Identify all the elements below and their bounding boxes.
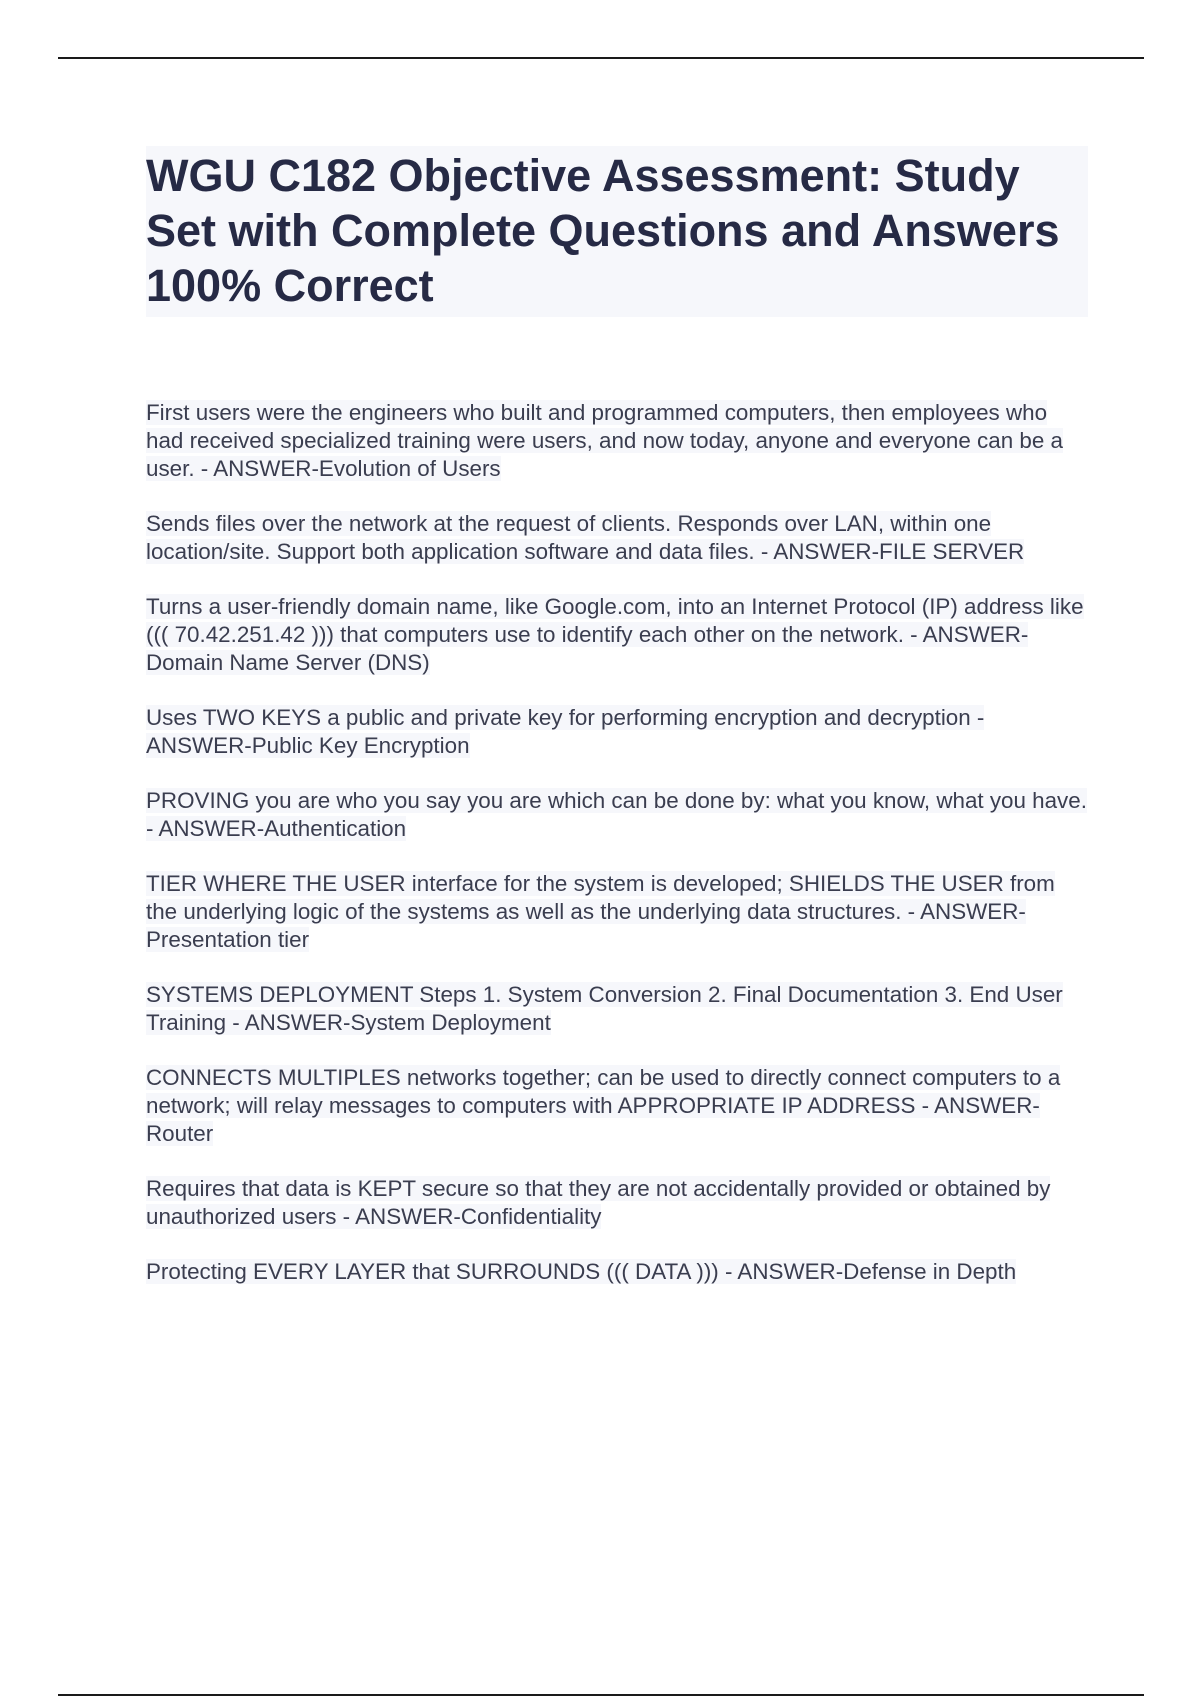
qa-item [146,1258,1088,1286]
document-title: WGU C182 Objective Assessment: Study Set with Complete Questions and Answers 100% Correct [146,146,1088,317]
top-rule [58,57,1144,59]
qa-text: Turns a user-friendly domain name, like Google.com, into an Internet Protocol (IP) address like ((( 70.42.251.42 ))) that computers use to identify each other on the network. - ANSWER-Domain Name Server (DNS) [146,594,1084,675]
qa-item [146,399,1088,483]
qa-text: SYSTEMS DEPLOYMENT Steps 1. System Conversion 2. Final Documentation 3. End User Training - ANSWER-System Deployment [146,982,1063,1035]
qa-text: First users were the engineers who built and programmed computers, then employees who had received specialized training were users, and now today, anyone and everyone can be a user. - ANSWER-Evolution of Users [146,400,1063,481]
qa-item [146,1175,1088,1231]
qa-item [146,870,1088,954]
qa-text: Uses TWO KEYS a public and private key for performing encryption and decryption - ANSWER-Public Key Encryption [146,705,985,758]
qa-text: CONNECTS MULTIPLES networks together; can be used to directly connect computers to a network; will relay messages to computers with APPROPRIATE IP ADDRESS - ANSWER-Router [146,1065,1061,1146]
document-body [146,146,1088,1313]
qa-text: TIER WHERE THE USER interface for the system is developed; SHIELDS THE USER from the underlying logic of the systems as well as the underlying data structures. - ANSWER-Presentation tier [146,871,1055,952]
qa-item [146,510,1088,566]
qa-item [146,593,1088,677]
qa-text: PROVING you are who you say you are which can be done by: what you know, what you have. - ANSWER-Authentication [146,788,1087,841]
qa-item [146,787,1088,843]
qa-item [146,1064,1088,1148]
qa-text: Protecting EVERY LAYER that SURROUNDS ((( DATA ))) - ANSWER-Defense in Depth [146,1259,1017,1284]
qa-item [146,981,1088,1037]
bottom-rule [58,1694,1144,1696]
qa-list [146,399,1088,1286]
qa-item [146,704,1088,760]
qa-text: Requires that data is KEPT secure so that they are not accidentally provided or obtained by unauthorized users - ANSWER-Confidentiality [146,1176,1051,1229]
qa-text: Sends files over the network at the request of clients. Responds over LAN, within one location/site. Support both application software and data files. - ANSWER-FILE SERVER [146,511,1025,564]
